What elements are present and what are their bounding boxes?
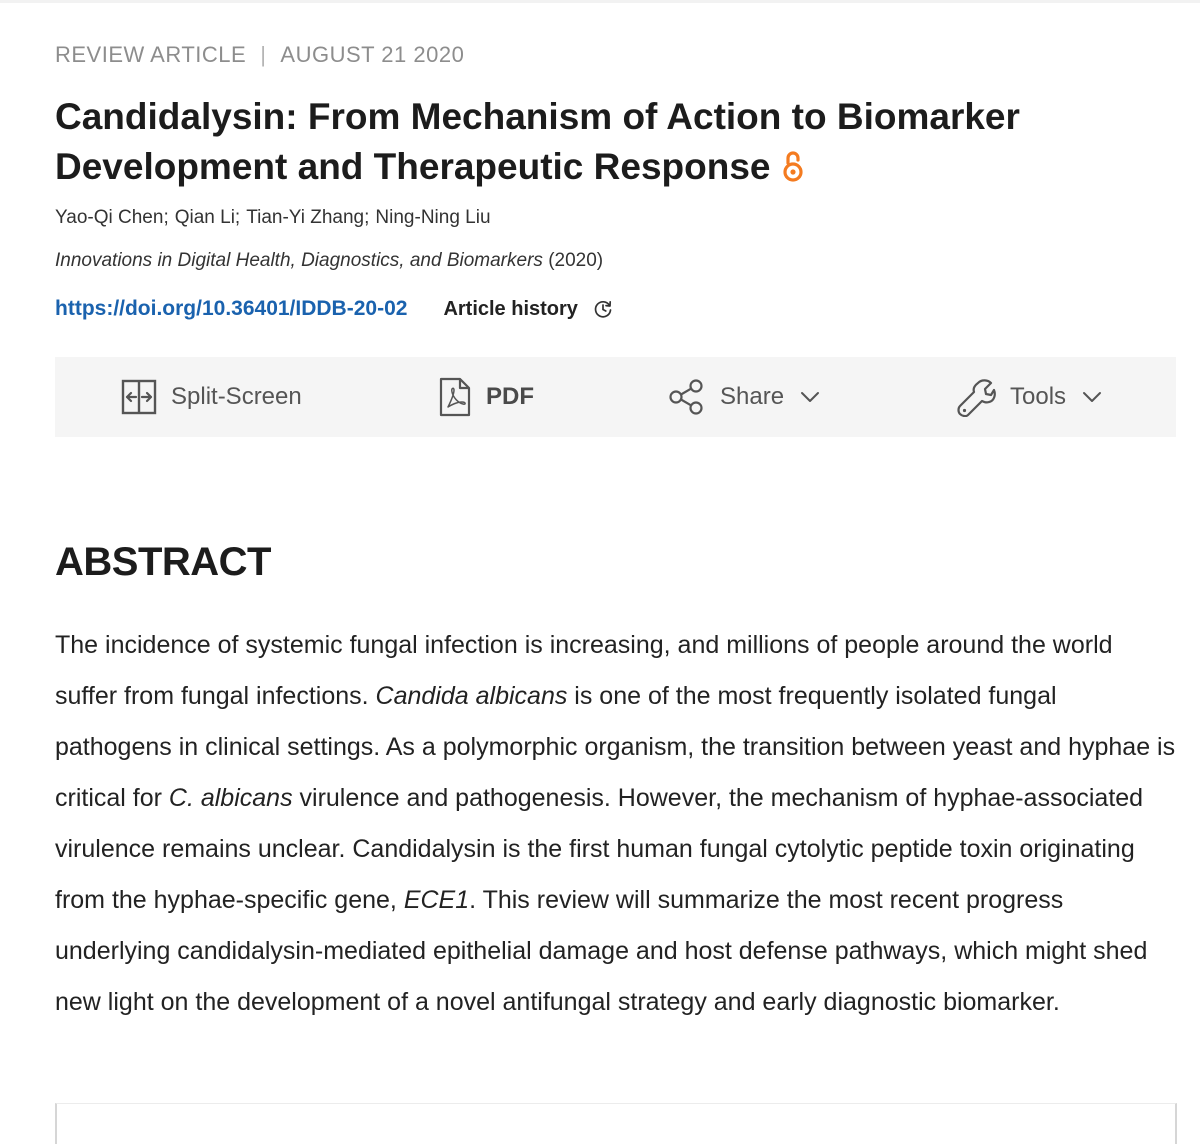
article-title <box>55 92 1155 196</box>
author-separator: ; <box>364 207 370 228</box>
wrench-icon <box>956 377 996 417</box>
author-list <box>55 207 491 229</box>
article-history-button[interactable] <box>443 298 613 321</box>
journal-year: (2020) <box>548 250 604 271</box>
chevron-down-icon <box>1082 391 1102 403</box>
species-short-name: C. albicans <box>168 784 293 812</box>
species-name: Candida albicans <box>375 682 568 710</box>
pdf-icon <box>438 377 472 417</box>
article-title-text: Candidalysin: From Mechanism of Action to Biomarker Development and Therapeutic Response <box>55 96 1020 187</box>
abstract-part-2: is one of the most frequently isolated fungal pathogens in clinical settings. As a polymorphic organism, the transition between yeast and hyphae is critical for <box>55 682 1176 812</box>
gene-name: ECE1 <box>403 886 470 914</box>
next-section-box <box>55 1103 1177 1144</box>
share-icon <box>668 378 706 416</box>
author-link[interactable]: Tian-Yi Zhang <box>246 207 365 228</box>
author-separator: ; <box>163 207 169 228</box>
article-history-label: Article history <box>443 297 578 320</box>
share-label: Share <box>720 383 785 410</box>
abstract-part-3: virulence and pathogenesis. However, the mechanism of hyphae-associated virulence remains unclear. Candidalysin is the first human fungal cytolytic peptide toxin originating from the hyphae-specific gene, <box>55 784 1144 914</box>
pdf-button[interactable] <box>438 357 534 437</box>
split-screen-label: Split-Screen <box>171 383 302 410</box>
journal-citation <box>55 250 603 272</box>
share-button[interactable] <box>668 357 820 437</box>
article-type: REVIEW ARTICLE <box>55 42 247 67</box>
author-link[interactable]: Yao-Qi Chen <box>55 207 164 228</box>
abstract-part-1: The incidence of systemic fungal infection is increasing, and millions of people around the world suffer from fungal infections. <box>55 631 1113 710</box>
history-icon <box>592 298 614 320</box>
article-toolbar <box>55 357 1176 437</box>
abstract-part-4: . This review will summarize the most recent progress underlying candidalysin-mediated epithelial damage and host defense pathways, which might shed new light on the development of a novel antifungal strategy and early diagnostic biomarker. <box>55 886 1148 1016</box>
abstract-heading: ABSTRACT <box>55 540 271 584</box>
author-link[interactable]: Qian Li <box>174 207 235 228</box>
doi-link[interactable]: https://doi.org/10.36401/IDDB-20-02 <box>55 297 408 320</box>
author-separator: ; <box>234 207 241 228</box>
article-meta <box>55 42 464 68</box>
pdf-label: PDF <box>486 383 534 410</box>
split-screen-icon <box>121 379 157 415</box>
author-link[interactable]: Ning-Ning Liu <box>375 207 491 228</box>
abstract-text <box>55 620 1180 1028</box>
open-access-icon[interactable] <box>781 146 805 196</box>
chevron-down-icon <box>800 391 820 403</box>
meta-separator: | <box>260 42 267 67</box>
split-screen-button[interactable] <box>121 357 302 437</box>
doi-row <box>55 294 614 324</box>
tools-button[interactable] <box>956 357 1102 437</box>
tools-label: Tools <box>1010 383 1067 410</box>
journal-name[interactable]: Innovations in Digital Health, Diagnostics, and Biomarkers <box>55 250 543 271</box>
publication-date: AUGUST 21 2020 <box>280 42 465 67</box>
top-divider <box>0 0 1200 3</box>
